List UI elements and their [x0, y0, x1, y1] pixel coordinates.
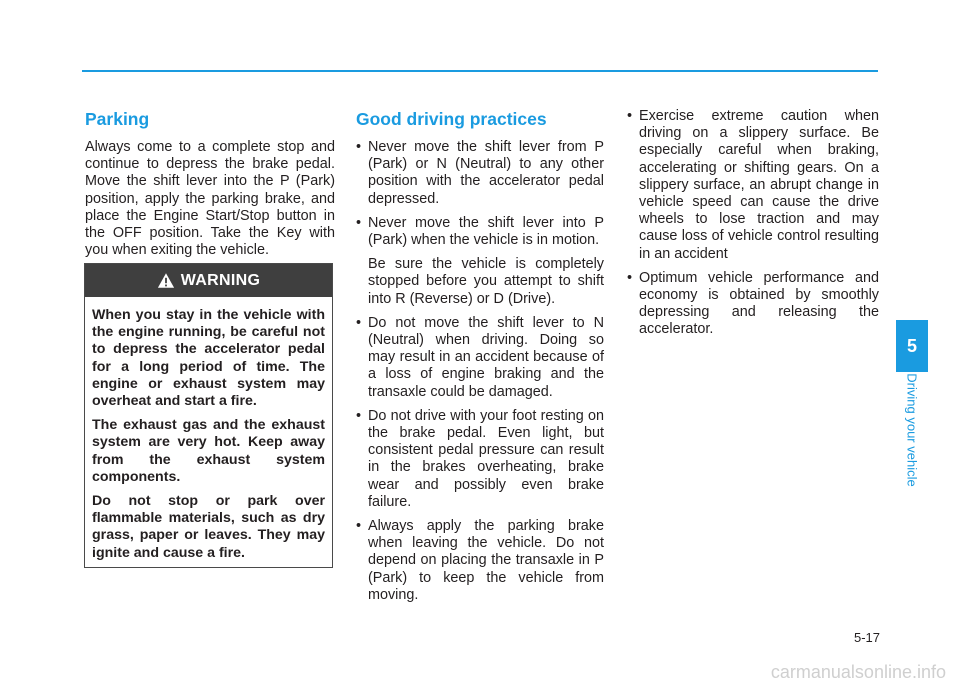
list-item: • Always apply the parking brake when leaving the vehicle. Do not depend on placing the transaxle in P (Park) to keep the vehicle from moving. [356, 518, 604, 604]
good-driving-section [356, 108, 604, 611]
good-driving-list [356, 139, 604, 604]
list-item: • Never move the shift lever from P (Park) or N (Neutral) to any other position with the accelerator pedal depressed. [356, 139, 604, 208]
page-number: 5-17 [853, 630, 880, 645]
warning-triangle-icon [157, 272, 175, 289]
warning-title: WARNING [180, 271, 261, 289]
top-divider [82, 70, 878, 72]
warning-body [85, 297, 332, 562]
warning-paragraph: When you stay in the vehicle with the engine running, be careful not to depress the accelerator pedal for a long period of time. The engine or exhaust system may overheat and start a fire. [92, 307, 325, 410]
list-item: • Do not move the shift lever to N (Neutral) when driving. Doing so may result in an accident because of a loss of engine braking and the transaxle could be damaged. [356, 315, 604, 401]
warning-paragraph: The exhaust gas and the exhaust system are very hot. Keep away from the exhaust system components. [92, 417, 325, 485]
warning-header [85, 264, 332, 297]
list-item: • Exercise extreme caution when driving on a slippery surface. Be especially careful when braking, accelerating or shifting gears. On a slippery surface, an abrupt change in vehicle speed can cause the drive wheels to lose traction and may cause loss of vehicle control resulting in an accident [627, 108, 879, 263]
warning-paragraph: Do not stop or park over flammable materials, such as dry grass, paper or leaves. They may ignite and cause a fire. [92, 493, 325, 561]
parking-heading: Parking [85, 109, 150, 129]
chapter-tab: 5 [896, 320, 928, 372]
list-item-note: Be sure the vehicle is completely stopped before you attempt to shift into R (Reverse) or D (Drive). [368, 256, 604, 307]
parking-section [85, 108, 335, 259]
good-driving-heading: Good driving practices [356, 109, 547, 129]
list-item: • Never move the shift lever into P (Park) when the vehicle is in motion. Be sure the vehicle is completely stopped before you attempt to shift into R (Reverse) or D (Drive). [356, 215, 604, 308]
good-driving-continued [627, 108, 879, 346]
list-item: • Do not drive with your foot resting on the brake pedal. Even light, but consistent pedal pressure can result in the brakes overheating, brake wear and possibly even brake failure. [356, 408, 604, 511]
watermark: carmanualsonline.info [770, 662, 946, 682]
good-driving-list-continued [627, 108, 879, 339]
warning-box [84, 263, 333, 568]
parking-text: Always come to a complete stop and continue to depress the brake pedal. Move the shift lever into the P (Park) position, apply the parking brake, and place the Engine Start/Stop button in the OFF position. Take the Key with you when exiting the vehicle. [85, 139, 335, 259]
list-item: • Optimum vehicle performance and economy is obtained by smoothly depressing and releasing the accelerator. [627, 270, 879, 339]
chapter-label: Driving your vehicle [904, 373, 920, 487]
